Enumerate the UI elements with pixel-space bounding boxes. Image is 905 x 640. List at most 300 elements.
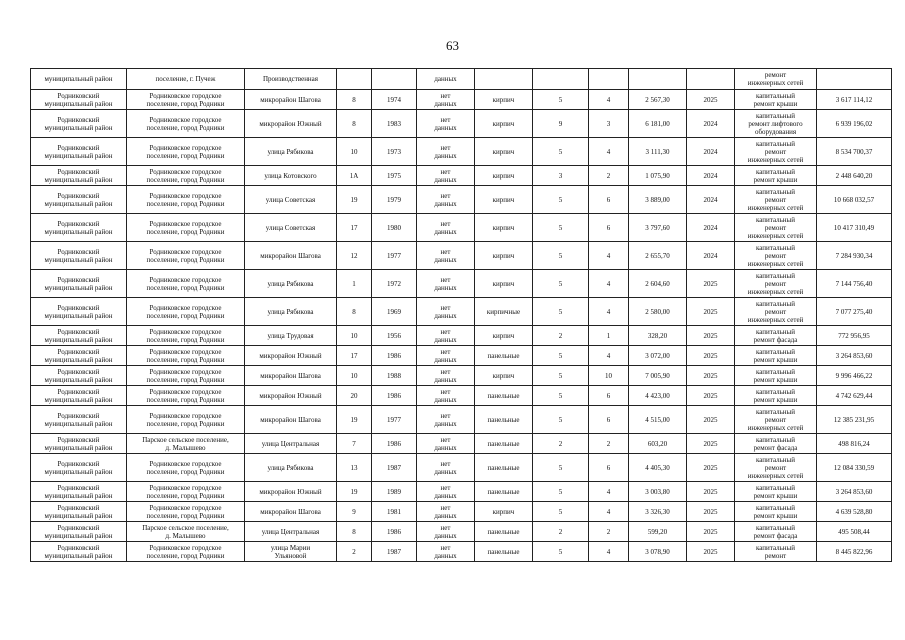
cell-floors: 9 <box>533 110 589 138</box>
table-row <box>31 406 892 434</box>
cell-line: капитальный <box>756 111 795 120</box>
cell-entrances: 2 <box>589 166 629 186</box>
cell-condition <box>417 406 475 434</box>
cell-area: 3 072,00 <box>629 346 687 366</box>
cell-line: нет <box>440 91 451 100</box>
cell-line: данных <box>434 199 457 208</box>
cell-year: 1987 <box>372 542 417 562</box>
cell-condition <box>417 326 475 346</box>
cell-district <box>31 522 127 542</box>
cell-settlement <box>127 434 245 454</box>
cell-line: инженерных сетей <box>747 231 804 240</box>
cell-line: микрорайон Южный <box>259 119 322 128</box>
cell-line: Производственная <box>262 75 319 83</box>
cell-line: инженерных сетей <box>747 471 804 480</box>
cell-line: данных <box>434 395 457 404</box>
cell-line: инженерных сетей <box>747 259 804 268</box>
cell-line: капитальный <box>756 299 795 308</box>
cell-condition <box>417 454 475 482</box>
housing-repair-table <box>30 68 892 562</box>
cell-line: нет <box>440 247 451 256</box>
cell-house: 19 <box>337 482 372 502</box>
cell-line: капитальный <box>756 503 795 512</box>
cell-area: 6 181,00 <box>629 110 687 138</box>
cell-district <box>31 482 127 502</box>
cell-line: поселение, город Родники <box>146 511 225 520</box>
cell-work-type <box>735 502 817 522</box>
cell-settlement <box>127 242 245 270</box>
cell-house: 20 <box>337 386 372 406</box>
cell-year: 1979 <box>372 186 417 214</box>
cell-line: Родниковский <box>57 91 100 100</box>
cell-line: поселение, город Родники <box>146 99 225 108</box>
cell-plan-year: 2024 <box>687 242 735 270</box>
cell-plan-year: 2025 <box>687 386 735 406</box>
cell-line: Родниковский <box>57 367 100 376</box>
cell-year: 1969 <box>372 298 417 326</box>
cell-floors: 5 <box>533 406 589 434</box>
cell-entrances: 1 <box>589 326 629 346</box>
cell-cost: 3 264 853,60 <box>817 482 892 502</box>
cell-wall-material: панельные <box>475 454 533 482</box>
cell-year: 1986 <box>372 434 417 454</box>
cell-year: 1980 <box>372 214 417 242</box>
cell-line: поселение, город Родники <box>146 151 225 160</box>
cell-line: ремонт <box>764 307 787 316</box>
cell-floors: 5 <box>533 214 589 242</box>
cell-line: поселение, город Родники <box>146 175 225 184</box>
cell-line: капитальный <box>756 91 795 100</box>
cell-line: ремонт <box>764 147 787 156</box>
cell-line: Родниковский <box>57 411 100 420</box>
cell-cost <box>817 69 892 90</box>
cell-floors: 5 <box>533 298 589 326</box>
cell-year: 1986 <box>372 346 417 366</box>
cell-district <box>31 69 127 90</box>
cell-line: Родниковский <box>57 459 100 468</box>
cell-line: нет <box>440 503 451 512</box>
cell-entrances: 4 <box>589 270 629 298</box>
table-row <box>31 502 892 522</box>
cell-district <box>31 386 127 406</box>
cell-entrances: 3 <box>589 110 629 138</box>
cell-floors: 5 <box>533 90 589 110</box>
cell-street <box>245 386 337 406</box>
cell-house: 17 <box>337 214 372 242</box>
cell-house: 2 <box>337 542 372 562</box>
cell-line: поселение, город Родники <box>146 375 225 384</box>
cell-street <box>245 406 337 434</box>
cell-line: улица Советская <box>265 195 316 204</box>
cell-plan-year: 2025 <box>687 298 735 326</box>
cell-area: 3 326,30 <box>629 502 687 522</box>
cell-line: поселение, город Родники <box>146 255 225 264</box>
cell-line: Родниковский <box>57 167 100 176</box>
cell-line: ремонт крыши <box>753 511 798 520</box>
cell-line: муниципальный район <box>44 175 113 184</box>
cell-plan-year: 2025 <box>687 542 735 562</box>
cell-line: улица Рябикова <box>267 463 314 472</box>
cell-line: поселение, город Родники <box>146 123 225 132</box>
cell-district <box>31 346 127 366</box>
cell-year: 1977 <box>372 242 417 270</box>
cell-wall-material: панельные <box>475 386 533 406</box>
cell-area: 2 580,00 <box>629 298 687 326</box>
cell-year: 1974 <box>372 90 417 110</box>
cell-line: инженерных сетей <box>747 203 804 212</box>
cell-settlement <box>127 298 245 326</box>
cell-settlement <box>127 186 245 214</box>
cell-work-type <box>735 454 817 482</box>
cell-condition <box>417 502 475 522</box>
cell-work-type <box>735 214 817 242</box>
cell-cost: 7 077 275,40 <box>817 298 892 326</box>
cell-line: муниципальный район <box>44 395 113 404</box>
cell-street <box>245 69 337 90</box>
cell-district <box>31 542 127 562</box>
table-row <box>31 366 892 386</box>
cell-district <box>31 242 127 270</box>
cell-year: 1973 <box>372 138 417 166</box>
cell-area: 2 655,70 <box>629 242 687 270</box>
cell-line: капитальный <box>756 215 795 224</box>
cell-area: 4 423,00 <box>629 386 687 406</box>
table-row <box>31 346 892 366</box>
cell-floors: 5 <box>533 454 589 482</box>
cell-line: ремонт фасада <box>753 531 798 540</box>
cell-line: данных <box>434 335 457 344</box>
cell-district <box>31 326 127 346</box>
cell-cost: 772 956,95 <box>817 326 892 346</box>
cell-settlement <box>127 138 245 166</box>
cell-wall-material: панельные <box>475 482 533 502</box>
table-row <box>31 69 892 90</box>
cell-settlement <box>127 166 245 186</box>
cell-cost: 9 996 466,22 <box>817 366 892 386</box>
cell-line: нет <box>440 219 451 228</box>
cell-line: инженерных сетей <box>747 79 804 87</box>
cell-line: муниципальный район <box>44 491 113 500</box>
cell-wall-material: кирпич <box>475 326 533 346</box>
cell-floors: 3 <box>533 166 589 186</box>
cell-line: нет <box>440 459 451 468</box>
cell-line: улица Марии <box>270 543 311 552</box>
table-row <box>31 110 892 138</box>
table-row <box>31 326 892 346</box>
cell-line: поселение, г. Пучеж <box>155 75 216 83</box>
cell-line: нет <box>440 411 451 420</box>
cell-entrances: 4 <box>589 502 629 522</box>
cell-work-type <box>735 242 817 270</box>
cell-line: нет <box>440 435 451 444</box>
cell-settlement <box>127 406 245 434</box>
cell-year: 1987 <box>372 454 417 482</box>
cell-wall-material: панельные <box>475 434 533 454</box>
cell-line: нет <box>440 543 451 552</box>
cell-line: ремонт лифтового <box>748 119 803 128</box>
cell-cost: 7 144 756,40 <box>817 270 892 298</box>
cell-line: данных <box>434 255 457 264</box>
cell-line: капитальный <box>756 407 795 416</box>
cell-wall-material: кирпич <box>475 214 533 242</box>
cell-settlement <box>127 110 245 138</box>
cell-line: Родниковское городское <box>149 503 222 512</box>
cell-line: поселение, город Родники <box>146 419 225 428</box>
cell-line: данных <box>434 467 457 476</box>
cell-wall-material: панельные <box>475 542 533 562</box>
cell-line: нет <box>440 387 451 396</box>
cell-line: Родниковское городское <box>149 91 222 100</box>
cell-plan-year: 2025 <box>687 270 735 298</box>
cell-street <box>245 366 337 386</box>
cell-line: нет <box>440 143 451 152</box>
cell-area: 3 111,30 <box>629 138 687 166</box>
table-row <box>31 482 892 502</box>
cell-wall-material: панельные <box>475 346 533 366</box>
table-row <box>31 454 892 482</box>
cell-line: капитальный <box>756 271 795 280</box>
cell-line: данных <box>434 355 457 364</box>
cell-cost: 8 445 822,96 <box>817 542 892 562</box>
cell-district <box>31 366 127 386</box>
cell-floors: 5 <box>533 186 589 214</box>
cell-district <box>31 406 127 434</box>
cell-line: Родниковский <box>57 191 100 200</box>
cell-settlement <box>127 214 245 242</box>
cell-line: ремонт крыши <box>753 99 798 108</box>
cell-line: Родниковский <box>57 143 100 152</box>
cell-district <box>31 298 127 326</box>
cell-street <box>245 166 337 186</box>
cell-line: улица Рябикова <box>267 307 314 316</box>
cell-floors: 5 <box>533 482 589 502</box>
cell-floors: 2 <box>533 522 589 542</box>
cell-district <box>31 214 127 242</box>
cell-line: улица Котовского <box>264 171 317 180</box>
cell-work-type <box>735 110 817 138</box>
cell-condition <box>417 242 475 270</box>
cell-plan-year: 2025 <box>687 482 735 502</box>
cell-line: нет <box>440 523 451 532</box>
cell-plan-year: 2024 <box>687 110 735 138</box>
cell-work-type <box>735 482 817 502</box>
cell-street <box>245 482 337 502</box>
cell-condition <box>417 434 475 454</box>
cell-cost: 4 639 528,80 <box>817 502 892 522</box>
cell-line: ремонт <box>764 551 787 560</box>
cell-line: Родниковское городское <box>149 387 222 396</box>
cell-condition <box>417 69 475 90</box>
cell-line: ремонт <box>764 195 787 204</box>
cell-wall-material: кирпич <box>475 166 533 186</box>
cell-line: муниципальный район <box>44 531 113 540</box>
cell-line: Родниковский <box>57 327 100 336</box>
cell-line: капитальный <box>756 347 795 356</box>
cell-line: капитальный <box>756 187 795 196</box>
cell-house: 8 <box>337 522 372 542</box>
cell-line: капитальный <box>756 483 795 492</box>
cell-cost: 10 417 310,49 <box>817 214 892 242</box>
cell-line: муниципальный район <box>44 551 113 560</box>
cell-line: Родниковское городское <box>149 191 222 200</box>
cell-district <box>31 166 127 186</box>
page-number: 63 <box>446 38 459 53</box>
cell-wall-material: кирпич <box>475 186 533 214</box>
cell-work-type <box>735 406 817 434</box>
cell-line: капитальный <box>756 387 795 396</box>
cell-line: данных <box>434 443 457 452</box>
cell-street <box>245 214 337 242</box>
cell-settlement <box>127 522 245 542</box>
cell-line: муниципальный район <box>44 355 113 364</box>
cell-street <box>245 502 337 522</box>
cell-line: капитальный <box>756 243 795 252</box>
cell-area: 3 078,90 <box>629 542 687 562</box>
cell-settlement <box>127 326 245 346</box>
cell-wall-material: кирпич <box>475 502 533 522</box>
cell-area: 2 604,60 <box>629 270 687 298</box>
cell-cost: 6 939 196,02 <box>817 110 892 138</box>
cell-line: данных <box>434 531 457 540</box>
cell-house: 19 <box>337 186 372 214</box>
cell-condition <box>417 110 475 138</box>
cell-street <box>245 434 337 454</box>
cell-line: микрорайон Южный <box>259 351 322 360</box>
cell-line: Родниковское городское <box>149 483 222 492</box>
cell-plan-year: 2024 <box>687 186 735 214</box>
cell-year: 1956 <box>372 326 417 346</box>
cell-house: 1А <box>337 166 372 186</box>
cell-line: ремонт фасада <box>753 335 798 344</box>
cell-district <box>31 502 127 522</box>
cell-floors: 5 <box>533 270 589 298</box>
cell-work-type <box>735 326 817 346</box>
cell-house: 8 <box>337 298 372 326</box>
cell-area: 3 797,60 <box>629 214 687 242</box>
cell-condition <box>417 522 475 542</box>
cell-settlement <box>127 386 245 406</box>
cell-line: Родниковский <box>57 503 100 512</box>
cell-line: инженерных сетей <box>747 423 804 432</box>
cell-line: данных <box>434 311 457 320</box>
cell-floors: 5 <box>533 346 589 366</box>
cell-line: улица Центральная <box>261 439 320 448</box>
cell-entrances: 10 <box>589 366 629 386</box>
cell-line: улица Центральная <box>261 527 320 536</box>
cell-line: поселение, город Родники <box>146 551 225 560</box>
cell-line: микрорайон Шагова <box>260 371 321 380</box>
cell-line: Родниковский <box>57 347 100 356</box>
cell-condition <box>417 186 475 214</box>
cell-work-type <box>735 270 817 298</box>
cell-line: муниципальный район <box>44 467 113 476</box>
cell-entrances: 4 <box>589 298 629 326</box>
cell-cost: 8 534 700,37 <box>817 138 892 166</box>
cell-floors: 5 <box>533 542 589 562</box>
cell-line: муниципальный район <box>44 123 113 132</box>
cell-line: микрорайон Южный <box>259 487 322 496</box>
cell-condition <box>417 166 475 186</box>
cell-floors: 5 <box>533 366 589 386</box>
cell-plan-year: 2025 <box>687 90 735 110</box>
cell-condition <box>417 214 475 242</box>
cell-plan-year: 2024 <box>687 166 735 186</box>
cell-line: Родниковское городское <box>149 143 222 152</box>
cell-line: Родниковское городское <box>149 327 222 336</box>
cell-area: 2 567,30 <box>629 90 687 110</box>
cell-floors: 5 <box>533 242 589 270</box>
cell-line: микрорайон Южный <box>259 391 322 400</box>
cell-line: микрорайон Шагова <box>260 507 321 516</box>
cell-line: муниципальный район <box>44 311 113 320</box>
cell-work-type <box>735 366 817 386</box>
cell-entrances <box>589 69 629 90</box>
cell-area: 328,20 <box>629 326 687 346</box>
cell-line: ремонт фасада <box>753 443 798 452</box>
cell-line: Родниковское городское <box>149 459 222 468</box>
cell-line: ремонт <box>764 71 787 79</box>
cell-work-type <box>735 138 817 166</box>
cell-work-type <box>735 298 817 326</box>
table-row <box>31 434 892 454</box>
cell-work-type <box>735 186 817 214</box>
table-row <box>31 522 892 542</box>
cell-cost: 498 816,24 <box>817 434 892 454</box>
cell-line: Родниковское городское <box>149 367 222 376</box>
cell-line: улица Рябикова <box>267 279 314 288</box>
cell-cost: 10 668 032,57 <box>817 186 892 214</box>
cell-year: 1986 <box>372 522 417 542</box>
cell-work-type <box>735 542 817 562</box>
table-row <box>31 166 892 186</box>
table-row <box>31 90 892 110</box>
cell-line: ремонт <box>764 279 787 288</box>
cell-area: 3 003,80 <box>629 482 687 502</box>
cell-settlement <box>127 270 245 298</box>
cell-condition <box>417 542 475 562</box>
cell-house: 19 <box>337 406 372 434</box>
cell-wall-material: кирпич <box>475 366 533 386</box>
cell-work-type <box>735 522 817 542</box>
cell-line: Родниковский <box>57 303 100 312</box>
cell-line: муниципальный район <box>44 283 113 292</box>
cell-house: 17 <box>337 346 372 366</box>
cell-area: 3 889,00 <box>629 186 687 214</box>
cell-street <box>245 454 337 482</box>
cell-line: инженерных сетей <box>747 315 804 324</box>
cell-condition <box>417 386 475 406</box>
cell-cost: 3 617 114,12 <box>817 90 892 110</box>
cell-entrances: 4 <box>589 138 629 166</box>
cell-line: данных <box>434 175 457 184</box>
cell-line: муниципальный район <box>44 227 113 236</box>
cell-work-type <box>735 166 817 186</box>
cell-entrances: 6 <box>589 454 629 482</box>
table-row <box>31 214 892 242</box>
cell-line: улица Советская <box>265 223 316 232</box>
cell-house: 1 <box>337 270 372 298</box>
cell-area: 7 005,90 <box>629 366 687 386</box>
cell-line: Родниковское городское <box>149 167 222 176</box>
cell-floors: 5 <box>533 138 589 166</box>
cell-line: нет <box>440 367 451 376</box>
cell-line: капитальный <box>756 167 795 176</box>
cell-work-type <box>735 434 817 454</box>
cell-entrances: 4 <box>589 542 629 562</box>
cell-work-type <box>735 386 817 406</box>
cell-street <box>245 186 337 214</box>
cell-line: улица Трудовая <box>267 331 314 340</box>
